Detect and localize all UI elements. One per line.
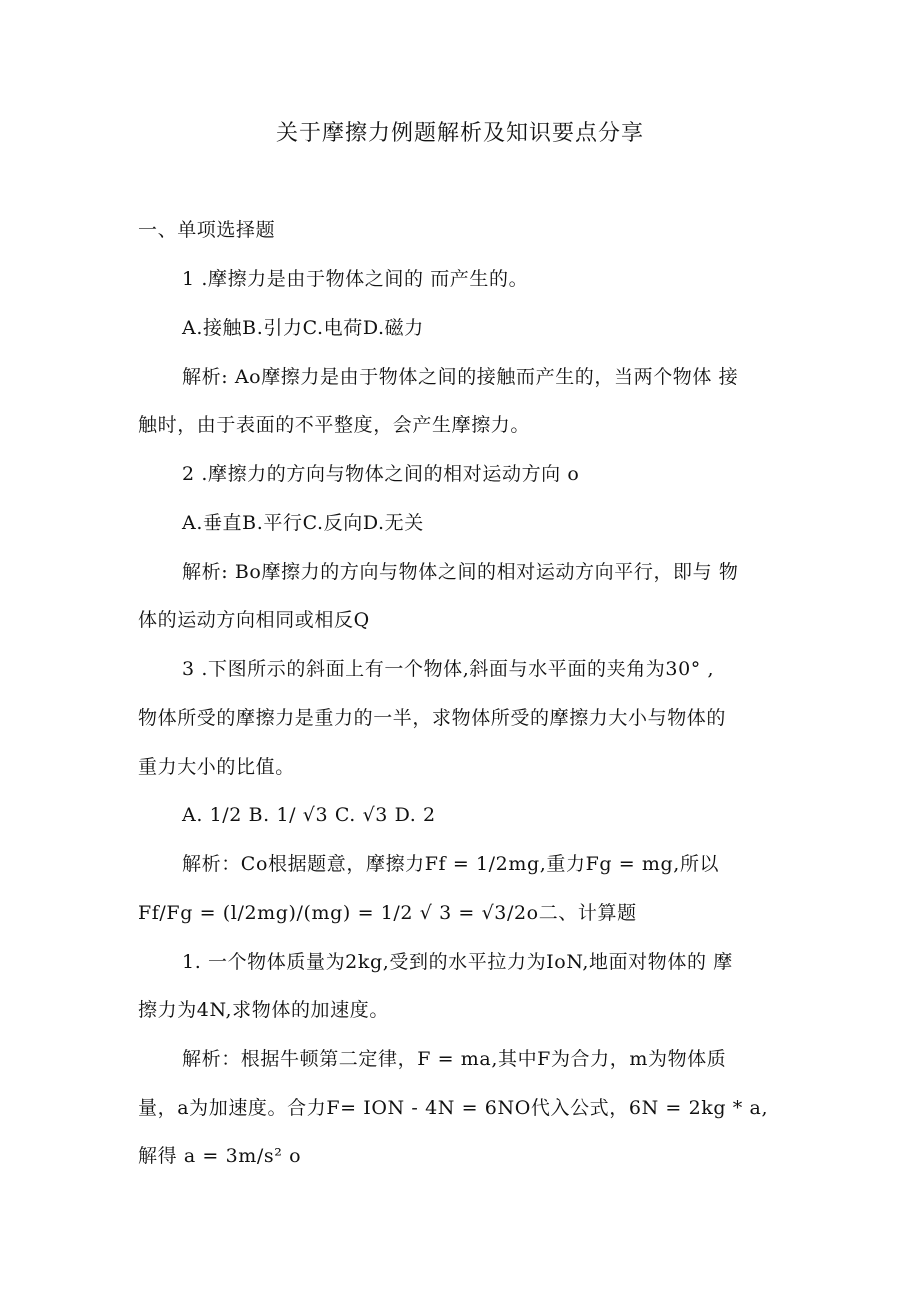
question-1-analysis-line-1: 解析: Ao摩擦力是由于物体之间的接触而产生的，当两个物体 接 — [182, 366, 739, 388]
question-3-text-line-3: 重力大小的比值。 — [138, 756, 295, 778]
question-2-options: A.垂直B.平行C.反向D.无关 — [182, 512, 424, 534]
question-1-options: A.接触B.引力C.电荷D.磁力 — [182, 317, 424, 339]
calc-question-1-analysis-line-3: 解得 a = 3m/s² o — [138, 1145, 302, 1167]
calc-question-1-analysis-line-1: 解析：根据牛顿第二定律，F = ma,其中F为合力，m为物体质 — [182, 1048, 727, 1070]
question-3-text-line-1: 3 .下图所示的斜面上有一个物体,斜面与水平面的夹角为30° , — [182, 658, 715, 680]
calc-question-1-text-line-1: 1. 一个物体质量为2kg,受到的水平拉力为IoN,地面对物体的 摩 — [182, 951, 733, 973]
calc-question-1-analysis-line-2: 量，a为加速度。合力F= ION - 4N = 6NO代入公式，6N = 2kg * a, — [138, 1097, 769, 1119]
question-3-analysis-line-2: Ff/Fg = (l/2mg)/(mg) = 1/2 √ 3 = √3/2o二、计算题 — [138, 902, 637, 924]
document-title: 关于摩擦力例题解析及知识要点分享 — [275, 121, 644, 146]
section-heading-single-choice: 一、单项选择题 — [138, 219, 276, 241]
question-2-analysis-line-1: 解析: Bo摩擦力的方向与物体之间的相对运动方向平行，即与 物 — [182, 561, 739, 583]
question-3-analysis-line-1: 解析：Co根据题意，摩擦力Ff = 1/2mg,重力Fg = mg,所以 — [182, 853, 720, 875]
question-3-text-line-2: 物体所受的摩擦力是重力的一半，求物体所受的摩擦力大小与物体的 — [138, 707, 727, 729]
question-1-analysis-line-2: 触时，由于表面的不平整度，会产生摩擦力。 — [138, 414, 531, 436]
question-1-text: 1 .摩擦力是由于物体之间的 而产生的。 — [182, 268, 529, 290]
question-2-analysis-line-2: 体的运动方向相同或相反Q — [138, 609, 370, 631]
question-3-options: A. 1/2 B. 1/ √3 C. √3 D. 2 — [182, 804, 436, 826]
calc-question-1-text-line-2: 擦力为4N,求物体的加速度。 — [138, 999, 389, 1021]
question-2-text: 2 .摩擦力的方向与物体之间的相对运动方向 o — [182, 463, 580, 485]
